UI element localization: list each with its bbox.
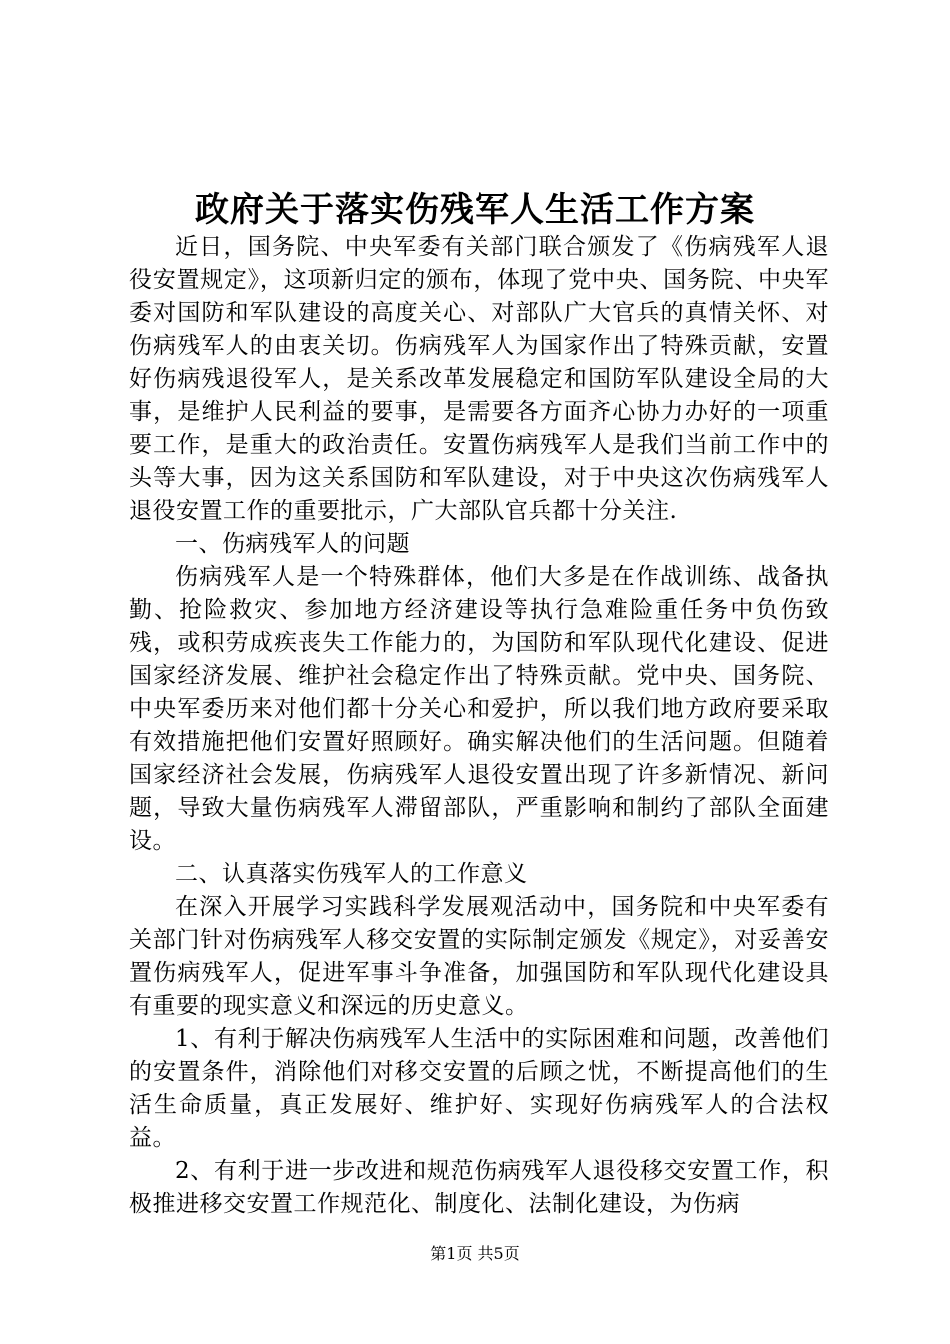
section-heading-1: 一、伤病残军人的问题 <box>175 531 410 557</box>
page-number-footer: 第1页 共5页 <box>430 1244 520 1263</box>
document-title: 政府关于落实伤残军人生活工作方案 <box>195 190 755 230</box>
paragraph-point-1: 1、有利于解决伤病残军人生活中的实际困难和问题，改善他们的安置条件，消除他们对移交安置的后顾之忧，不断提高他们的生活生命质量，真正发展好、维护好、实现好伤病残军人的合法权益。 <box>129 1026 829 1151</box>
paragraph-point-2: 2、有利于进一步改进和规范伤病残军人退役移交安置工作，积极推进移交安置工作规范化、制度化、法制化建设，为伤病 <box>129 1158 829 1217</box>
paragraph-intro: 近日，国务院、中央军委有关部门联合颁发了《伤病残军人退役安置规定》，这项新归定的颁布，体现了党中央、国务院、中央军委对国防和军队建设的高度关心、对部队广大官兵的真情关怀、对伤病残军人的由衷关切。伤病残军人为国家作出了特殊贡献，安置好伤病残退役军人，是关系改革发展稳定和国防军队建设全局的大事，是维护人民利益的要事，是需要各方面齐心协力办好的一项重要工作，是重大的政治责任。安置伤病残军人是我们当前工作中的头等大事，因为这关系国防和军队建设，对于中央这次伤病残军人退役安置工作的重要批示，广大部队官兵都十分关注. <box>129 234 829 524</box>
section-heading-2: 二、认真落实伤残军人的工作意义 <box>175 861 528 887</box>
document-body <box>129 231 829 1221</box>
paragraph-section-1: 伤病残军人是一个特殊群体，他们大多是在作战训练、战备执勤、抢险救灾、参加地方经济建设等执行急难险重任务中负伤致残，或积劳成疾丧失工作能力的，为国防和军队现代化建设、促进国家经济发展、维护社会稳定作出了特殊贡献。党中央、国务院、中央军委历来对他们都十分关心和爱护，所以我们地方政府要采取有效措施把他们安置好照顾好。确实解决他们的生活问题。但随着国家经济社会发展，伤病残军人退役安置出现了许多新情况、新问题，导致大量伤病残军人滞留部队，严重影响和制约了部队全面建设。 <box>129 564 829 854</box>
paragraph-section-2: 在深入开展学习实践科学发展观活动中，国务院和中央军委有关部门针对伤病残军人移交安置的实际制定颁发《规定》，对妥善安置伤病残军人，促进军事斗争准备，加强国防和军队现代化建设具有重要的现实意义和深远的历史意义。 <box>129 894 829 1019</box>
